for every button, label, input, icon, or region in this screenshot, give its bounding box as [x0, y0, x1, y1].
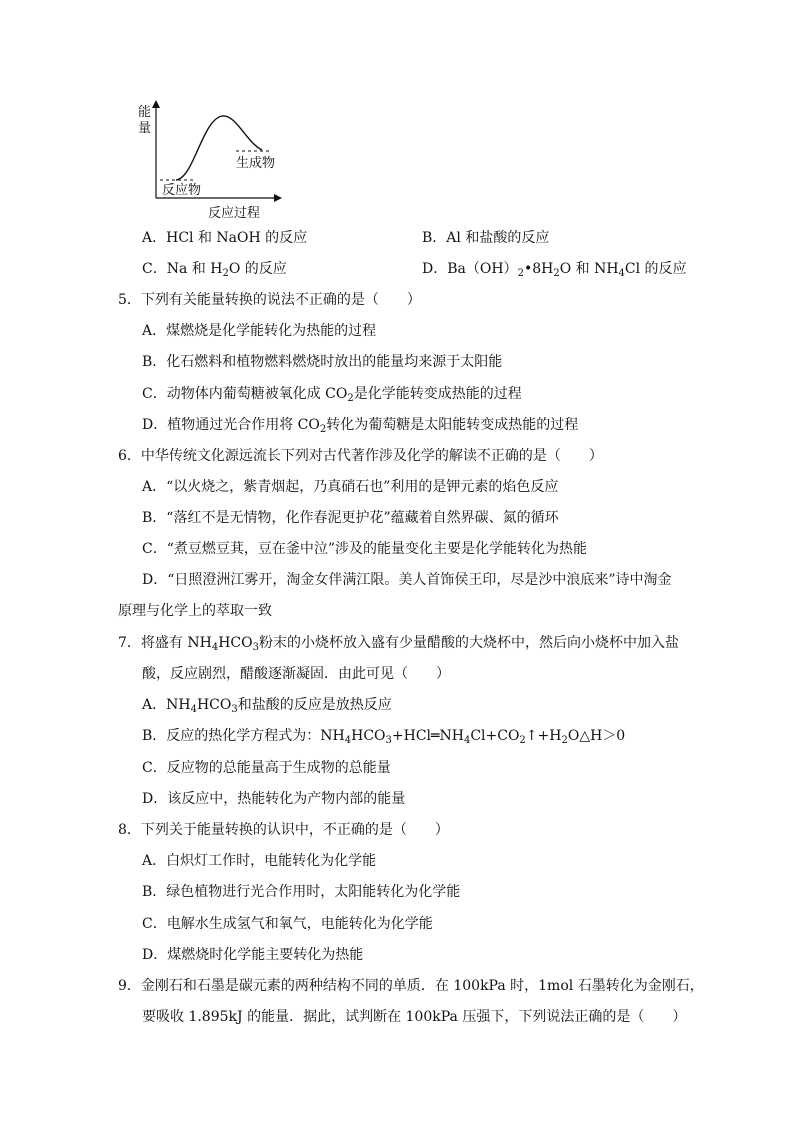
x-axis-arrow [274, 194, 282, 202]
q5-option-a[interactable]: A．煤燃烧是化学能转化为热能的过程 [142, 323, 377, 339]
q4-option-d[interactable]: D．$Ba(OH)_2•8H_2O$ 和 $NH_4Cl$ 的反应 [422, 261, 687, 279]
q8-stem: 8．下列关于能量转换的认识中，不正确的是（ ） [118, 822, 449, 838]
q6-stem: 6．中华传统文化源远流长下列对古代著作涉及化学的解读不正确的是（ ） [118, 448, 603, 464]
reactant-label: 反应物 [162, 183, 202, 198]
q6-option-c[interactable]: C．“煮豆燃豆萁，豆在釜中泣”涉及的能量变化主要是化学能转化为热能 [142, 541, 588, 557]
y-axis-label-1: 能 [138, 105, 152, 120]
energy-diagram [132, 98, 292, 224]
q7-option-a[interactable]: A．$NH_4HCO_3$和盐酸的反应是放热反应 [142, 697, 392, 715]
y-axis-arrow [152, 100, 160, 108]
q5-option-b[interactable]: B．化石燃料和植物燃料燃烧时放出的能量均来源于太阳能 [142, 354, 503, 370]
q5-option-c[interactable]: C．动物体内葡萄糖被氧化成 $CO_2$是化学能转变成热能的过程 [142, 386, 522, 404]
q8-option-c[interactable]: C．电解水生成氢气和氧气，电能转化为化学能 [142, 916, 433, 932]
q7-option-c[interactable]: C．反应物的总能量高于生成物的总能量 [142, 760, 391, 776]
x-axis-label: 反应过程 [208, 206, 261, 221]
q5-option-d[interactable]: D．植物通过光合作用将 $CO_2$转化为葡萄糖是太阳能转变成热能的过程 [142, 417, 579, 435]
q4-option-c[interactable]: C．Na 和 $H_2O$ 的反应 [142, 261, 287, 279]
q9-stem: 9．金刚石和石墨是碳元素的两种结构不同的单质．在 100kPa 时，1mol 石墨转化为金刚石， [118, 978, 704, 994]
q8-option-d[interactable]: D．煤燃烧时化学能主要转化为热能 [142, 947, 364, 963]
q8-option-b[interactable]: B．绿色植物进行光合作用时，太阳能转化为化学能 [142, 884, 461, 900]
q7-stem-continuation: 酸，反应剧烈，醋酸逐渐凝固．由此可见（ ） [142, 666, 450, 682]
q6-option-d[interactable]: D．“日照澄洲江雾开，淘金女伴满江限。美人首饰侯王印，尽是沙中浪底来”诗中淘金 [142, 572, 672, 588]
product-label: 生成物 [236, 156, 276, 171]
q6-option-b[interactable]: B．“落红不是无情物，化作春泥更护花”蕴藏着自然界碳、氮的循环 [142, 510, 559, 526]
q8-option-a[interactable]: A．白炽灯工作时，电能转化为化学能 [142, 853, 377, 869]
q5-stem: 5．下列有关能量转换的说法不正确的是（ ） [118, 292, 421, 308]
q9-stem-continuation: 要吸收 1.895kJ 的能量．据此，试判断在 100kPa 压强下，下列说法正确的是（ ） [142, 1009, 687, 1025]
q4-option-b[interactable]: B．Al 和盐酸的反应 [422, 230, 550, 246]
y-axis-label-2: 量 [138, 121, 152, 136]
q7-option-b[interactable]: B．反应的热化学方程式为：$NH_4HCO_3+HCl═NH_4Cl+CO_2↑+H_2O\triangle H>0$ [142, 728, 626, 746]
q4-option-a[interactable]: A．HCl 和 NaOH 的反应 [142, 230, 308, 246]
q6-option-a[interactable]: A．“以火烧之，紫青烟起，乃真硝石也”利用的是钾元素的焰色反应 [142, 479, 559, 495]
q7-option-d[interactable]: D．该反应中，热能转化为产物内部的能量 [142, 791, 406, 807]
q7-stem: 7．将盛有 $NH_4HCO_3$粉末的小烧杯放入盛有少量醋酸的大烧杯中，然后向小烧杯中加入盐 [118, 635, 679, 653]
q6-option-d-continuation: 原理与化学上的萃取一致 [118, 603, 272, 619]
